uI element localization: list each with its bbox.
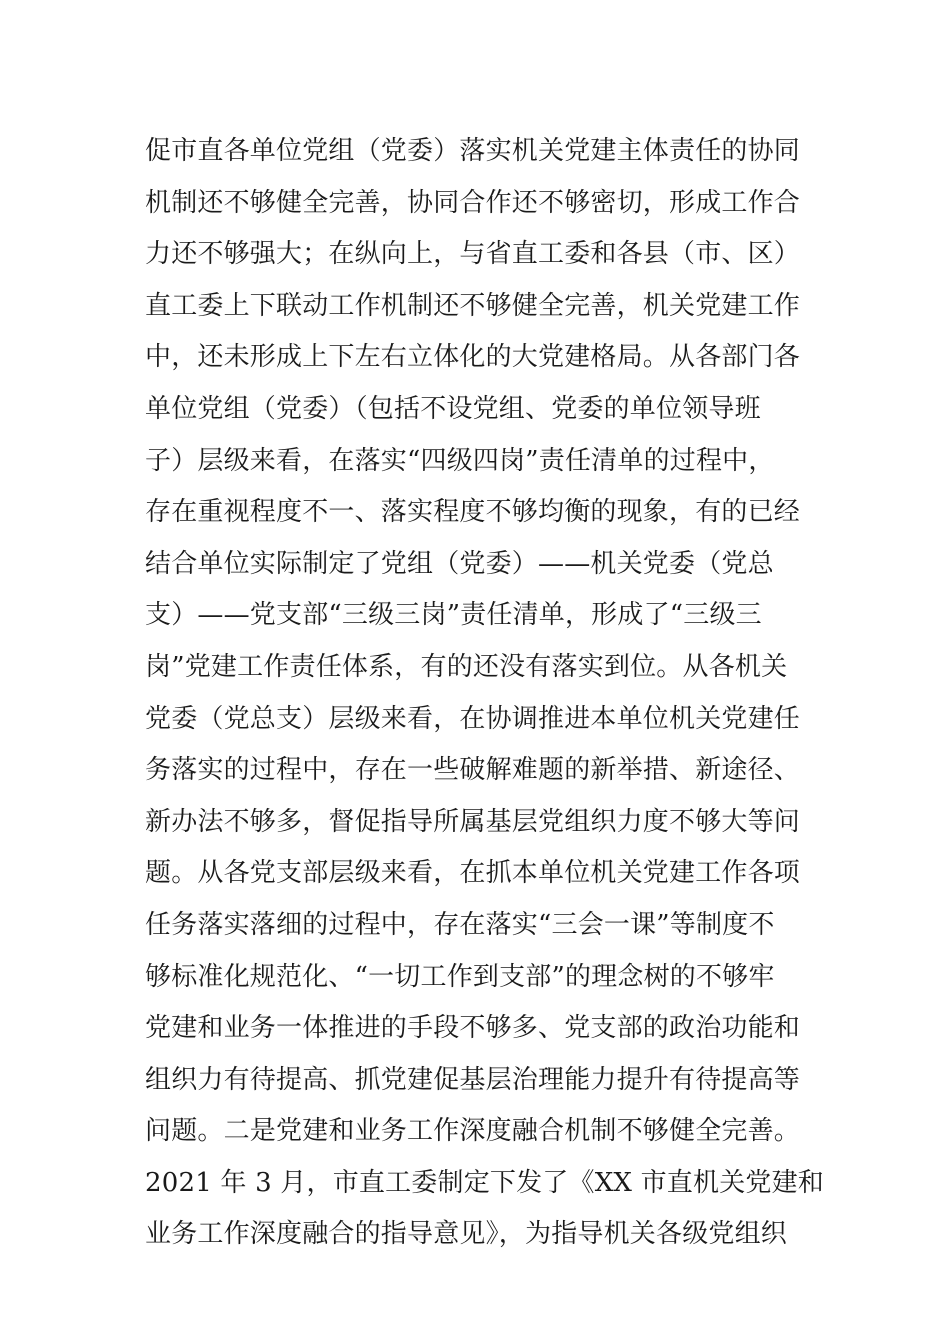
text-line: 中，还未形成上下左右立体化的大党建格局。从各部门各 <box>145 342 801 373</box>
text-line: 直工委上下联动工作机制还不够健全完善，机关党建工作 <box>145 290 801 321</box>
text-line: 务落实的过程中，存在一些破解难题的新举措、新途径、 <box>145 755 801 786</box>
text-line: 题。从各党支部层级来看，在抓本单位机关党建工作各项 <box>145 858 801 889</box>
text-line: 业务工作深度融合的指导意见》，为指导机关各级党组织 <box>145 1219 788 1250</box>
text-line: 结合单位实际制定了党组（党委）——机关党委（党总 <box>145 548 774 579</box>
text-line: 党委（党总支）层级来看，在协调推进本单位机关党建任 <box>145 703 801 734</box>
text-line: 支）——党支部“三级三岗”责任清单，形成了“三级三 <box>145 600 762 631</box>
text-line: 党建和业务一体推进的手段不够多、党支部的政治功能和 <box>145 1013 801 1044</box>
text-line: 单位党组（党委）（包括不设党组、党委的单位领导班 <box>145 393 761 424</box>
text-line: 机制还不够健全完善，协同合作还不够密切，形成工作合 <box>145 187 801 218</box>
text-line: 组织力有待提高、抓党建促基层治理能力提升有待提高等 <box>145 1064 801 1095</box>
text-line: 存在重视程度不一、落实程度不够均衡的现象，有的已经 <box>145 497 801 528</box>
text-line: 够标准化规范化、“一切工作到支部”的理念树的不够牢 <box>145 961 775 992</box>
text-line: 2021 年 3 月，市直工委制定下发了《XX 市直机关党建和 <box>145 1167 824 1198</box>
text-line: 岗”党建工作责任体系，有的还没有落实到位。从各机关 <box>145 651 788 682</box>
text-line: 力还不够强大；在纵向上，与省直工委和各县（市、区） <box>145 239 801 270</box>
text-line: 新办法不够多，督促指导所属基层党组织力度不够大等问 <box>145 806 801 837</box>
text-line: 促市直各单位党组（党委）落实机关党建主体责任的协同 <box>145 136 801 166</box>
text-line: 任务落实落细的过程中，存在落实“三会一课”等制度不 <box>145 909 775 940</box>
body-text <box>145 126 824 1261</box>
text-line: 问题。二是党建和业务工作深度融合机制不够健全完善。 <box>145 1116 801 1147</box>
text-line: 子）层级来看，在落实“四级四岗”责任清单的过程中， <box>145 445 775 476</box>
